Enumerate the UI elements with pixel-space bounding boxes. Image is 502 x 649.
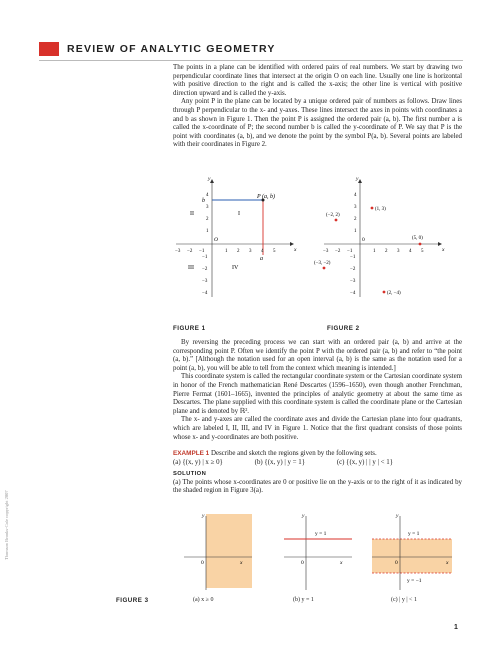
fig1-x-tick-labels bbox=[175, 249, 276, 254]
fig1-ytick: 2 bbox=[206, 217, 209, 222]
title-rule bbox=[39, 60, 463, 61]
example-heading: EXAMPLE 1 bbox=[173, 450, 210, 457]
fig1-x-arrow bbox=[290, 242, 294, 246]
fig3a-x-label: x bbox=[240, 560, 243, 566]
paragraph-2: Any point P in the plane can be located by a unique ordered pair of numbers as follows. Draw lines through P perpendicular to the x- and y-axes. These lines intersect the axes in points with coordinates a and b as shown in Figure 1. Then the point P is assigned the ordered pair (a, b). The first number a is called the x-coordinate of P; the second number b is called the y-coordinate of P. We say that P is the point with coordinates (a, b), and we denote the point by the symbol P(a, b). Several points are labeled with their coordinates in Figure 2. bbox=[173, 98, 462, 149]
solution-heading: SOLUTION bbox=[173, 471, 207, 478]
fig1-point-label: P (a, b) bbox=[257, 194, 276, 200]
fig2-ytick: 1 bbox=[354, 229, 357, 234]
figure-1-label: FIGURE 1 bbox=[173, 325, 206, 332]
fig2-point-label: (−3, −2) bbox=[314, 261, 331, 266]
fig2-ytick: 3 bbox=[354, 205, 357, 210]
fig2-xtick: −2 bbox=[335, 249, 341, 254]
example-part-b: (b) {(x, y) | y = 1} bbox=[254, 458, 306, 466]
fig1-ytick: 4 bbox=[206, 193, 209, 198]
figure-1-plot bbox=[172, 175, 297, 305]
fig3c-shaded-band bbox=[372, 539, 452, 573]
fig2-point bbox=[335, 219, 338, 222]
fig2-point-label: (1, 3) bbox=[375, 207, 386, 212]
fig3c-top-label: y = 1 bbox=[408, 531, 420, 537]
fig1-xtick: −2 bbox=[187, 249, 193, 254]
fig1-ytick: 1 bbox=[206, 229, 209, 234]
fig2-point bbox=[383, 291, 386, 294]
fig3b-line-label: y = 1 bbox=[315, 531, 327, 537]
fig2-point-label: (2, −4) bbox=[387, 291, 401, 296]
fig1-ytick: 3 bbox=[206, 205, 209, 210]
fig3c-x-label: x bbox=[446, 560, 449, 566]
paragraph-1: The points in a plane can be identified with ordered pairs of real numbers. We start by drawing two perpendicular coordinate lines that intersect at the origin O on each line. Usually one line is horizontal with positive direction to the right and is called the x-axis; the other line is vertical with positive direction upward and is called the y-axis. bbox=[173, 64, 462, 97]
fig2-ytick: −1 bbox=[350, 255, 356, 260]
paragraph-3: By reversing the preceding process we can start with an ordered pair (a, b) and arrive at the corresponding point P. Often we identify the point P with the ordered pair (a, b) and refer to “the point (a, b).” [Although the notation used for an open interval (a, b) is the same as the notation used for a point (a, b), you will be able to tell from the context which meaning is intended.] bbox=[173, 339, 462, 372]
fig3b-y-label: y bbox=[302, 513, 305, 519]
fig2-xtick: 1 bbox=[373, 249, 376, 254]
figure-3-label: FIGURE 3 bbox=[116, 597, 149, 604]
fig2-point bbox=[323, 267, 326, 270]
fig1-quadrant-ii: II bbox=[190, 211, 194, 217]
fig1-xtick: −1 bbox=[199, 249, 205, 254]
fig3a-y-label: y bbox=[202, 513, 205, 519]
fig1-y-arrow bbox=[210, 179, 214, 183]
fig2-ytick: 2 bbox=[354, 217, 357, 222]
fig1-xtick: 2 bbox=[237, 249, 240, 254]
fig3c-caption: (c) | y | < 1 bbox=[391, 597, 417, 603]
body-text-2 bbox=[173, 339, 462, 442]
fig2-ytick: 4 bbox=[354, 193, 357, 198]
fig3c-bottom-label: y = −1 bbox=[407, 578, 422, 584]
fig3a-caption: (a) x ≥ 0 bbox=[193, 597, 214, 603]
fig2-xtick: −3 bbox=[323, 249, 329, 254]
fig1-xtick: 3 bbox=[249, 249, 252, 254]
example-text: Describe and sketch the regions given by the following sets. bbox=[210, 450, 377, 457]
fig2-y-arrow bbox=[358, 179, 362, 183]
fig2-xtick: 5 bbox=[421, 249, 424, 254]
example-1 bbox=[173, 450, 462, 496]
fig1-quadrant-iv: IV bbox=[232, 265, 239, 271]
example-part-a: (a) {(x, y) | x ≥ 0} bbox=[173, 458, 223, 466]
fig2-xtick: 4 bbox=[409, 249, 412, 254]
fig2-points bbox=[314, 207, 423, 296]
fig3c-zero: 0 bbox=[395, 560, 398, 566]
fig3b-x-label: x bbox=[340, 560, 343, 566]
fig2-x-arrow bbox=[438, 242, 442, 246]
section-marker bbox=[39, 42, 59, 56]
page-title: REVIEW OF ANALYTIC GEOMETRY bbox=[67, 43, 276, 55]
figure-2-plot bbox=[314, 175, 445, 305]
paragraph-4: This coordinate system is called the rectangular coordinate system or the Cartesian coordinate system in honor of the French mathematician René Descartes (1596–1650), even though another Frenchman, Pierre Fermat (1601–1665), invented the principles of analytic geometry at about the same time as Descartes. The plane supplied with this coordinate system is called the coordinate plane or the Cartesian plane and is denoted by ℝ². bbox=[173, 373, 462, 415]
fig1-ytick: −1 bbox=[202, 255, 208, 260]
paragraph-5: The x- and y-axes are called the coordinate axes and divide the Cartesian plane into four quadrants, which are labeled I, II, III, and IV in Figure 1. Notice that the first quadrant consists of those points whose x- and y-coordinates are both positive. bbox=[173, 416, 462, 441]
fig1-x-axis-label: x bbox=[294, 247, 297, 253]
fig1-b-label: b bbox=[202, 198, 205, 204]
fig2-xtick: 3 bbox=[397, 249, 400, 254]
fig1-xtick: 1 bbox=[225, 249, 228, 254]
fig1-quadrant-i: I bbox=[238, 211, 240, 217]
fig2-point-label: (5, 0) bbox=[412, 236, 423, 241]
fig2-point-label: (−2, 2) bbox=[326, 213, 340, 218]
fig2-x-tick-labels bbox=[323, 249, 424, 254]
fig3a-shaded-region bbox=[206, 514, 252, 588]
fig2-ytick: −3 bbox=[350, 279, 356, 284]
fig3b-zero: 0 bbox=[301, 560, 304, 566]
fig3b-caption: (b) y = 1 bbox=[293, 597, 314, 603]
fig1-y-axis-label: y bbox=[208, 176, 211, 182]
page-number: 1 bbox=[454, 624, 458, 631]
fig3c-y-label: y bbox=[396, 513, 399, 519]
example-parts bbox=[173, 459, 393, 468]
figure-2-label: FIGURE 2 bbox=[327, 325, 360, 332]
fig2-point bbox=[371, 207, 374, 210]
fig1-quadrant-iii: III bbox=[188, 265, 194, 271]
example-part-c: (c) {(x, y) | | y | < 1} bbox=[336, 458, 393, 466]
fig2-y-axis-label: y bbox=[356, 176, 359, 182]
fig1-ytick: −2 bbox=[202, 267, 208, 272]
fig2-y-tick-labels bbox=[350, 193, 357, 296]
fig1-a-label: a bbox=[260, 256, 263, 262]
figure-3b-plot bbox=[282, 510, 357, 595]
fig2-ytick: −2 bbox=[350, 267, 356, 272]
fig1-ytick: −3 bbox=[202, 279, 208, 284]
fig1-xtick: −3 bbox=[175, 249, 181, 254]
fig1-y-tick-labels bbox=[202, 193, 209, 296]
solution-a: (a) The points whose x-coordinates are 0 or positive lie on the y-axis or to the right of it as indicated by the shaded region in Figure 3(a). bbox=[173, 478, 462, 495]
fig1-xtick: 4 bbox=[261, 249, 264, 254]
intro-text bbox=[173, 64, 462, 150]
fig1-xtick: 5 bbox=[273, 249, 276, 254]
fig2-point bbox=[419, 243, 422, 246]
fig2-x-axis-label: x bbox=[442, 247, 445, 253]
fig2-xtick: 2 bbox=[385, 249, 388, 254]
copyright-notice: Thomson Brooks-Cole copyright 2007 bbox=[4, 490, 9, 560]
fig2-ytick: −4 bbox=[350, 291, 356, 296]
fig2-xtick: −1 bbox=[347, 249, 353, 254]
fig1-origin-label: O bbox=[214, 237, 218, 243]
figure-3a-plot bbox=[182, 510, 257, 595]
fig1-ytick: −4 bbox=[202, 291, 208, 296]
figure-3c-plot bbox=[370, 510, 458, 595]
fig3a-zero: 0 bbox=[201, 560, 204, 566]
fig2-origin-label: 0 bbox=[362, 237, 365, 243]
